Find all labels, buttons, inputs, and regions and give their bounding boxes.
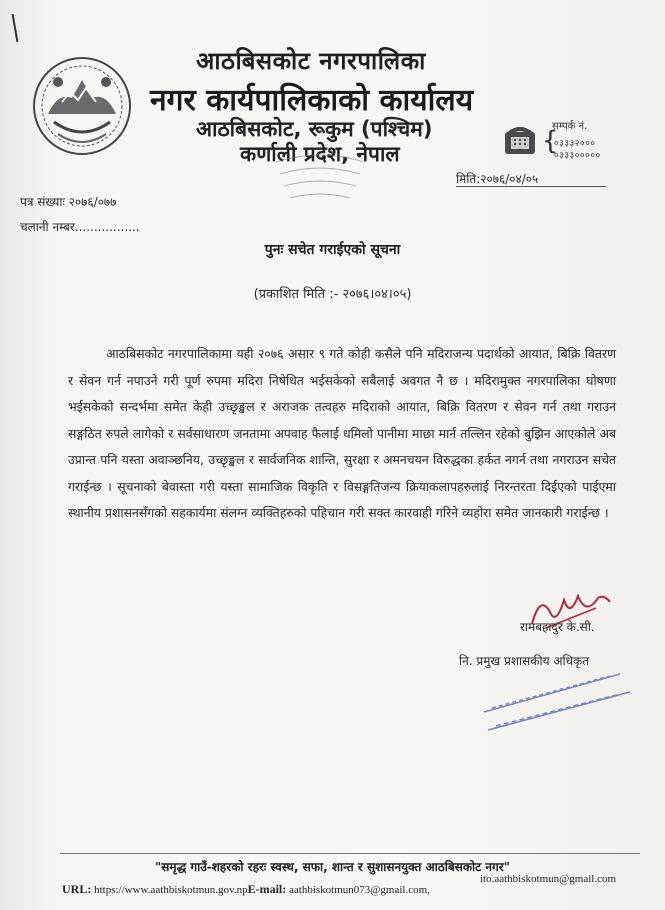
notice-body: आठबिसकोट नगरपालिकामा यही २०७६ असार ९ गते कोही कसैले पनि मदिराजन्य पदार्थको आयात, बिक्रि वितरण र सेवन गर्न नपाउने गरी पूर्ण रुपमा मदिरा निषेधित भईसकेको सबैलाई अवगत नै छ । मदिरामुक्त नगरपालिका घोषणा भईसकेको सन्दर्भमा समेत केही उच्छृङ्खल र अराजक तत्वहरु मदिराको आयात, बिक्रि वितरण र सेवन गर्न तथा गराउन सङ्गठित रुपले लागेको र सर्वसाधारण जनतामा अपवाह फैलाई धमिलो पानीमा माछा मार्न तल्लिन रहेको बुझिन आएकोले अब उप्रान्त पनि यस्ता अवाञ्छनिय, उच्छृङ्खल र सार्वजनिक शान्ति, सुरक्षा र अमनचयन विरुद्धका हर्कत नगर्न तथा नगराउन सचेत गराईन्छ । सूचनाको बेवास्ता गरी यस्ता सामाजिक विकृति र विसङ्गतिजन्य क्रियाकलापहरुलाई निरन्तरता दिईएको पाईएमा स्थानीय प्रशासनसँगको सहकार्यमा संलग्न व्यक्तिहरुको पहिचान गरी सक्त कारवाही गरिने व्यहोरा समेत जानकारी गराईन्छ । xyxy=(68,346,616,520)
phone-number-1: ०३३३२००० xyxy=(554,139,596,149)
official-stamp xyxy=(470,668,640,740)
letter-date: मिति:२०७६/०४/०५ xyxy=(456,172,539,186)
brace-icon: { xyxy=(542,126,559,156)
contact-block xyxy=(502,118,622,168)
nepal-emblem-icon xyxy=(28,52,136,160)
faint-stamp xyxy=(270,152,370,204)
dispatch-number: चलानी नम्बर................. xyxy=(20,220,140,234)
signer-name: रामबहादुर के.सी. xyxy=(520,620,595,634)
notice-subject: पुनः सचेत गराईएको सूचना xyxy=(264,242,401,258)
municipality-name: आठबिसकोट नगरपालिका xyxy=(196,47,426,75)
url-label: URL: xyxy=(62,882,92,896)
signer-title: नि. प्रमुख प्रशासकीय अधिकृत xyxy=(459,654,590,668)
email-link[interactable]: aathbiskotmun073@gmail.com, xyxy=(289,884,430,896)
contact-label: सम्पर्क नं. xyxy=(552,121,588,132)
email-label: E-mail: xyxy=(247,882,287,896)
date-underline xyxy=(456,186,606,187)
pen-mark xyxy=(12,14,19,42)
published-date: (प्रकाशित मिति :- २०७६।०४।०५) xyxy=(253,287,412,302)
phone-number-2: ०३३३००००० xyxy=(554,151,601,161)
email-link-2[interactable]: ito.aathbiskotmun@gmail.com xyxy=(480,873,617,885)
footer-slogan: "समृद्ध गाउँ-शहरको रहरः स्वस्थ, सफा, शान्त र सुशासनयुक्त आठबिसकोट नगर" xyxy=(155,860,510,874)
office-province: कर्णाली प्रदेश, नेपाल xyxy=(240,142,400,166)
website-link[interactable]: https://www.aathbiskotmun.gov.np xyxy=(94,884,248,896)
letter-number: पत्र संख्याः २०७६/०७७ xyxy=(20,195,117,209)
footer-contact xyxy=(62,873,652,897)
footer-divider xyxy=(60,853,640,854)
office-name: नगर कार्यपालिकाको कार्यालय xyxy=(150,83,474,118)
office-address: आठबिसकोट, रूकुम (पश्चिम) xyxy=(196,117,433,141)
phone-icon xyxy=(502,122,538,158)
